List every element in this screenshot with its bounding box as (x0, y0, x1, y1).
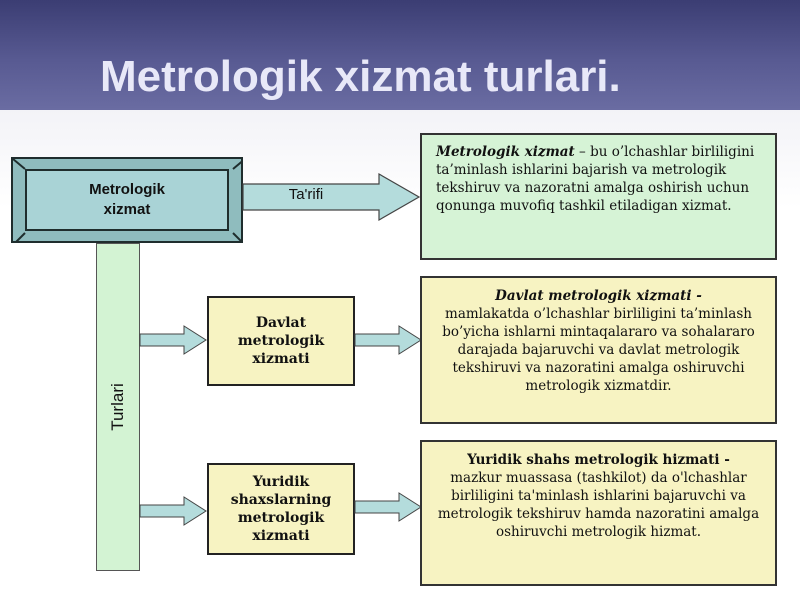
type-node-davlat: Davlat metrologik xizmati (207, 296, 355, 386)
definition-term: Davlat metrologik xizmati - (495, 288, 702, 304)
definition-yuridik (420, 440, 777, 586)
definition-arrow-label: Ta'rifi (288, 186, 324, 203)
definition-davlat (420, 276, 777, 424)
definition-term: Yuridik shahs metrologik hizmati - (467, 452, 730, 468)
trunk-arrow-yuridik (140, 495, 210, 527)
definition-term: Metrologik xizmat (436, 144, 575, 160)
type-arrow-davlat (355, 324, 425, 356)
trunk-label: Turlari (108, 383, 127, 431)
page-title: Metrologik xizmat turlari. (100, 52, 621, 101)
definition-text: – bu o’lchashlar birliligini ta’minlash ishlarini bajarish va metrologik tekshiruv va nazoratni amalga oshirish uchun qonunga muvofiq tashkil etiladigan xizmat. (436, 144, 755, 214)
definition-text: mazkur muassasa (tashkilot) da o'lchashlar birliligini ta'minlash ishlarini bajaruvchi va metrologik tekshiruv hamda nazoratini amalga oshiruvchi metrologik hizmat. (437, 470, 760, 540)
definition-text: mamlakatda o’lchashlar birliligini ta’minlash bo’yicha ishlarni mintaqalararo va sohalararo darajada bajaruvchi va davlat metrologik tekshiruvi va nazoratini amalga oshiruvchi metrologik xizmatdir. (442, 306, 755, 394)
definition-metrologik-xizmat (420, 133, 777, 260)
root-node-frame (11, 157, 243, 243)
trunk-arrow-davlat (140, 324, 210, 356)
root-node-label: Metrologik xizmat (25, 169, 229, 231)
type-arrow-yuridik (355, 491, 425, 523)
type-node-yuridik: Yuridik shaxslarning metrologik xizmati (207, 463, 355, 555)
